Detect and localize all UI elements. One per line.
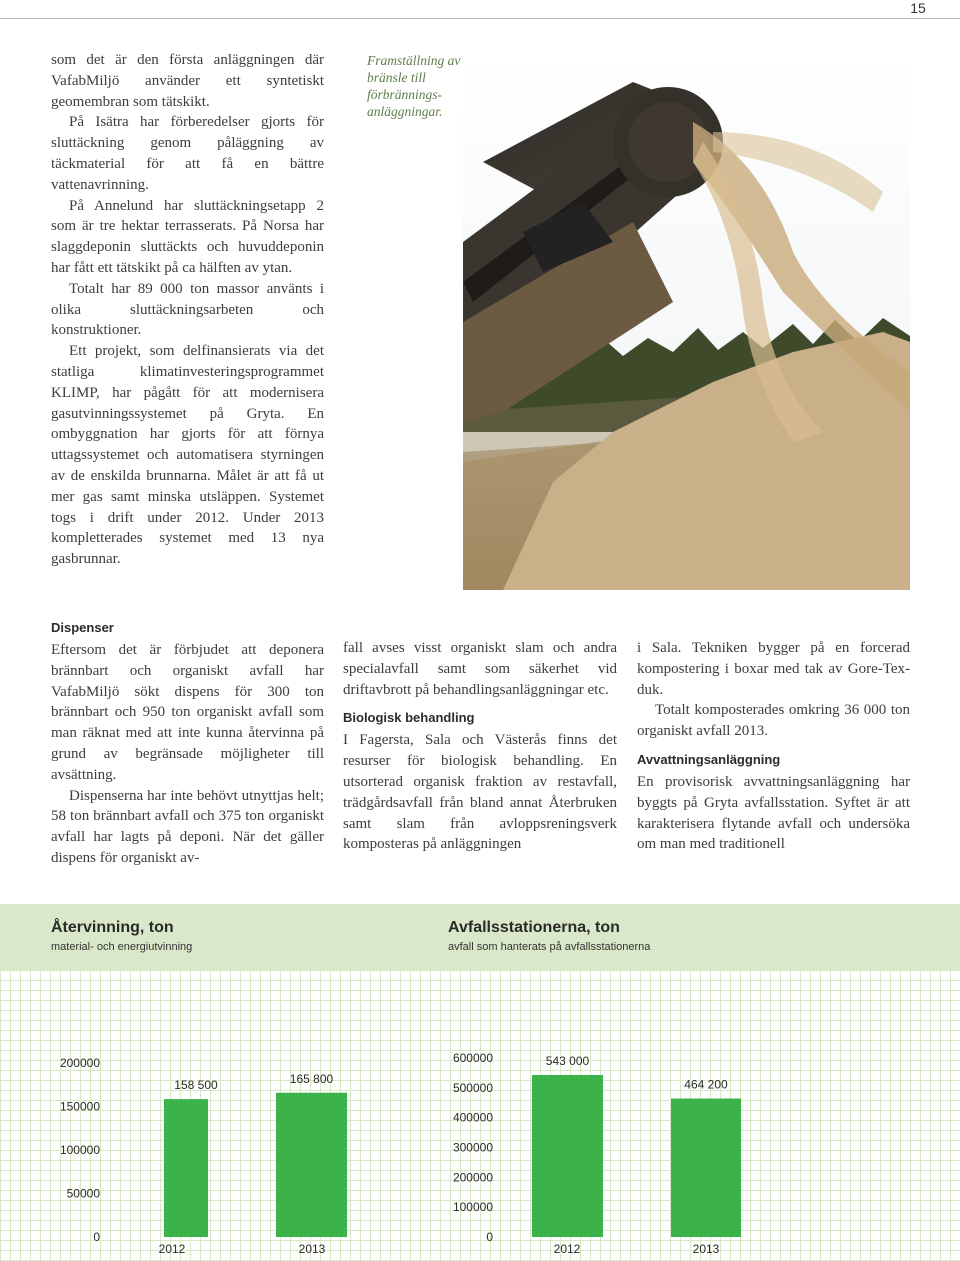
y-tick-label: 0 bbox=[93, 1230, 100, 1244]
y-tick-label: 150000 bbox=[59, 1099, 100, 1114]
paragraph: Ett projekt, som delfinansierats via det statliga klimatinvesteringsprogrammet KLIMP, har pågått för att modernisera gasutvinningssystemet på Gryta. En ombyggnation har gjorts för att förnya uttagssystemet och automatisera styrningen av de enskilda brunnarna. Målet är att få ut mer gas samt minska utsläppen. Systemet togs i drift under 2012. Under 2013 kompletterades systemet med 13 nya gasbrunnar. bbox=[51, 343, 324, 568]
bar-value-label: 158 500 bbox=[174, 1078, 218, 1093]
header-rule bbox=[0, 18, 960, 19]
chart-header-band bbox=[0, 904, 960, 970]
chart-title: Avfallsstationerna, ton bbox=[448, 919, 620, 936]
paragraph: I Fagersta, Sala och Västerås finns det resurser för biologisk behandling. En utsorterad organisk fraktion av restavfall, trädgårdsavfall från bland annat Återbruken samt slam från avloppsreningsverk komposteras på anläggningen bbox=[343, 732, 617, 853]
paragraph: På Isätra har förberedelser gjorts för sluttäckning genom påläggning av täckmaterial för att få en bättre vattenavrinning. bbox=[51, 114, 324, 193]
wood-chipper-conveyor-photo bbox=[463, 52, 910, 590]
y-tick-label: 200000 bbox=[59, 1056, 100, 1070]
paragraph: Eftersom det är förbjudet att deponera brännbart och organiskt avfall har VafabMiljö sökt dispens för 300 ton brännbart och 950 ton organiskt avfall som man räknat med att inte kunna återvinna på grund av begränsade möjligheter till avsättning. bbox=[51, 642, 324, 783]
paragraph: Totalt har 89 000 ton massor använts i olika sluttäckningsarbeten och konstruktioner. bbox=[51, 280, 324, 339]
lower-column-3 bbox=[637, 638, 910, 855]
y-tick-label: 500000 bbox=[452, 1080, 493, 1095]
y-tick-label: 200000 bbox=[452, 1170, 493, 1185]
upper-text-column bbox=[51, 50, 324, 570]
bar-value-label: 543 000 bbox=[545, 1054, 590, 1069]
chart-subtitle: avfall som hanterats på avfallsstationerna bbox=[448, 941, 651, 953]
paragraph: På Annelund har sluttäckningsetapp 2 som är tre hektar terrasserats. På Norsa har slaggdeponin sluttäckts och huvuddeponin har fått ett tätskikt på ca hälften av ytan. bbox=[51, 197, 324, 276]
paragraph: fall avses visst organiskt slam och andra specialavfall samt som säkerhet vid driftavbrott på behandlingsanläggningar etc. bbox=[343, 640, 617, 698]
bar-2012 bbox=[532, 1075, 603, 1237]
x-category-label: 2012 bbox=[553, 1242, 581, 1256]
x-category-label: 2013 bbox=[298, 1242, 326, 1256]
chart-subtitle: material- och energiutvinning bbox=[51, 941, 193, 953]
bar-value-label: 165 800 bbox=[289, 1071, 334, 1086]
section-heading: Avvattningsanläggning bbox=[637, 751, 781, 767]
y-tick-label: 300000 bbox=[452, 1140, 493, 1155]
section-heading: Dispenser bbox=[51, 620, 114, 635]
y-tick-label: 400000 bbox=[452, 1110, 493, 1125]
y-tick-label: 50000 bbox=[66, 1186, 100, 1201]
chart-title: Återvinning, ton bbox=[51, 919, 174, 936]
x-category-label: 2013 bbox=[692, 1242, 720, 1256]
stations-bar-chart bbox=[0, 1030, 960, 1261]
paragraph: i Sala. Tekniken bygger på en forcerad kompostering i boxar med tak av Gore-Tex-duk. bbox=[637, 640, 910, 698]
section-heading: Biologisk behandling bbox=[343, 710, 475, 726]
y-tick-label: 0 bbox=[486, 1230, 493, 1244]
y-tick-label: 100000 bbox=[452, 1200, 493, 1215]
paragraph: som det är den första anläggningen där VafabMiljö använder ett syntetiskt geomembran som tätskikt. bbox=[51, 52, 324, 110]
y-tick-label: 600000 bbox=[452, 1051, 493, 1065]
page-number: 15 bbox=[910, 0, 926, 16]
bar-2013 bbox=[671, 1099, 741, 1237]
lower-column-2 bbox=[343, 638, 617, 855]
y-tick-label: 100000 bbox=[59, 1143, 100, 1157]
bar-value-label: 464 200 bbox=[684, 1077, 728, 1092]
paragraph: Totalt komposterades omkring 36 000 ton organiskt avfall 2013. bbox=[637, 702, 910, 740]
lower-column-1 bbox=[51, 617, 324, 869]
paragraph: Dispenserna har inte behövt utnyttjas helt; 58 ton brännbart avfall och 375 ton organiskt avfall har lagts på deponi. När det gäller dispens för organiskt av- bbox=[51, 787, 324, 866]
photo-caption: Framställning av bränsle till förbrännings-anläggningar. bbox=[367, 53, 461, 119]
x-category-label: 2012 bbox=[158, 1242, 186, 1256]
photo-illustration bbox=[463, 52, 910, 590]
paragraph: En provisorisk avvattningsanläggning har byggts på Gryta avfallsstation. Syftet är att karakterisera flytande avfall och undersöka om man med traditionell bbox=[637, 773, 910, 853]
